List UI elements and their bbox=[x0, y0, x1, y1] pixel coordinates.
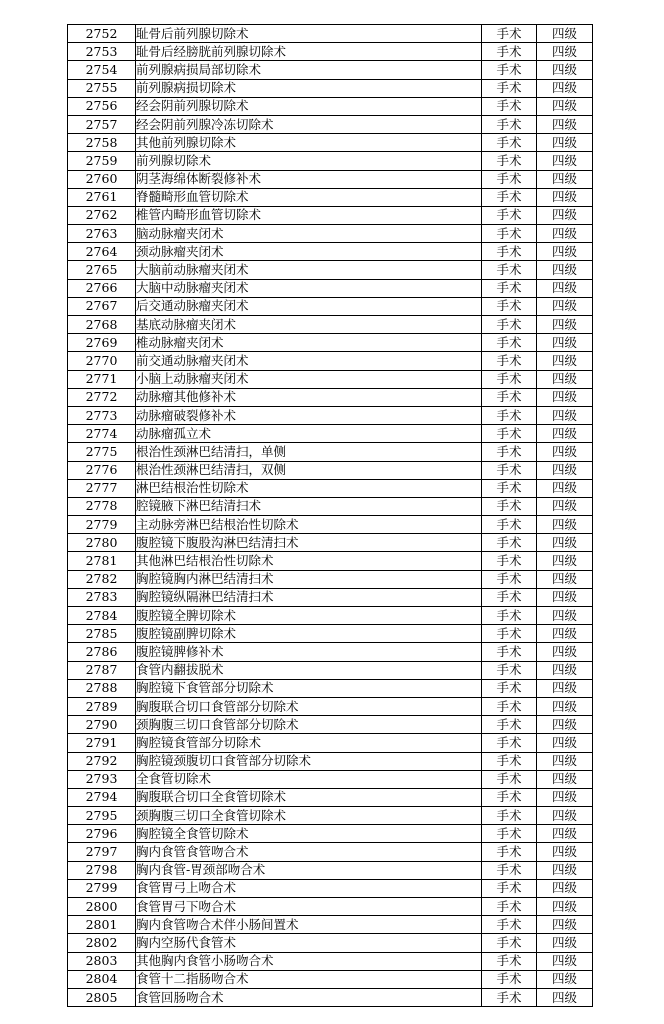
procedure-type-cell: 手术 bbox=[482, 952, 537, 970]
procedure-name-cell: 经会阴前列腺冷冻切除术 bbox=[136, 115, 482, 133]
procedure-type-cell: 手术 bbox=[482, 352, 537, 370]
procedure-name-cell: 腹腔镜下腹股沟淋巴结清扫术 bbox=[136, 534, 482, 552]
row-number-cell: 2798 bbox=[68, 861, 136, 879]
procedure-name-cell: 经会阴前列腺切除术 bbox=[136, 97, 482, 115]
procedure-name-cell: 其他前列腺切除术 bbox=[136, 134, 482, 152]
procedure-type-cell: 手术 bbox=[482, 388, 537, 406]
table-row bbox=[68, 825, 593, 843]
row-number-cell: 2805 bbox=[68, 988, 136, 1006]
row-number-cell: 2795 bbox=[68, 807, 136, 825]
procedure-level-cell: 四级 bbox=[537, 825, 593, 843]
procedure-name-cell: 全食管切除术 bbox=[136, 770, 482, 788]
procedure-level-cell: 四级 bbox=[537, 170, 593, 188]
table-row bbox=[68, 479, 593, 497]
table-row bbox=[68, 425, 593, 443]
procedure-name-cell: 淋巴结根治性切除术 bbox=[136, 479, 482, 497]
procedure-name-cell: 前列腺病损切除术 bbox=[136, 79, 482, 97]
procedure-level-cell: 四级 bbox=[537, 643, 593, 661]
procedure-type-cell: 手术 bbox=[482, 170, 537, 188]
procedure-type-cell: 手术 bbox=[482, 243, 537, 261]
procedure-name-cell: 根治性颈淋巴结清扫，单侧 bbox=[136, 443, 482, 461]
table-row bbox=[68, 716, 593, 734]
table-row bbox=[68, 534, 593, 552]
procedure-name-cell: 脑动脉瘤夹闭术 bbox=[136, 225, 482, 243]
procedure-name-cell: 食管内翻拔脱术 bbox=[136, 661, 482, 679]
procedure-level-cell: 四级 bbox=[537, 570, 593, 588]
procedure-name-cell: 其他胸内食管小肠吻合术 bbox=[136, 952, 482, 970]
row-number-cell: 2774 bbox=[68, 425, 136, 443]
procedure-level-cell: 四级 bbox=[537, 25, 593, 43]
row-number-cell: 2758 bbox=[68, 134, 136, 152]
procedure-name-cell: 动脉瘤孤立术 bbox=[136, 425, 482, 443]
procedure-type-cell: 手术 bbox=[482, 297, 537, 315]
procedure-level-cell: 四级 bbox=[537, 679, 593, 697]
row-number-cell: 2790 bbox=[68, 716, 136, 734]
table-row bbox=[68, 279, 593, 297]
table-row bbox=[68, 316, 593, 334]
procedure-level-cell: 四级 bbox=[537, 79, 593, 97]
table-row bbox=[68, 170, 593, 188]
row-number-cell: 2766 bbox=[68, 279, 136, 297]
table-row bbox=[68, 552, 593, 570]
row-number-cell: 2797 bbox=[68, 843, 136, 861]
procedure-type-cell: 手术 bbox=[482, 97, 537, 115]
row-number-cell: 2757 bbox=[68, 115, 136, 133]
row-number-cell: 2756 bbox=[68, 97, 136, 115]
table-row bbox=[68, 25, 593, 43]
table-row bbox=[68, 352, 593, 370]
row-number-cell: 2777 bbox=[68, 479, 136, 497]
procedure-name-cell: 食管十二指肠吻合术 bbox=[136, 970, 482, 988]
procedure-type-cell: 手术 bbox=[482, 188, 537, 206]
procedure-level-cell: 四级 bbox=[537, 334, 593, 352]
procedure-level-cell: 四级 bbox=[537, 206, 593, 224]
procedure-type-cell: 手术 bbox=[482, 206, 537, 224]
row-number-cell: 2800 bbox=[68, 898, 136, 916]
procedure-type-cell: 手术 bbox=[482, 825, 537, 843]
procedure-name-cell: 小脑上动脉瘤夹闭术 bbox=[136, 370, 482, 388]
procedure-type-cell: 手术 bbox=[482, 752, 537, 770]
row-number-cell: 2764 bbox=[68, 243, 136, 261]
procedure-name-cell: 前交通动脉瘤夹闭术 bbox=[136, 352, 482, 370]
table-row bbox=[68, 625, 593, 643]
row-number-cell: 2759 bbox=[68, 152, 136, 170]
table-row bbox=[68, 188, 593, 206]
row-number-cell: 2761 bbox=[68, 188, 136, 206]
row-number-cell: 2782 bbox=[68, 570, 136, 588]
procedure-level-cell: 四级 bbox=[537, 879, 593, 897]
row-number-cell: 2768 bbox=[68, 316, 136, 334]
table-row bbox=[68, 788, 593, 806]
procedure-level-cell: 四级 bbox=[537, 788, 593, 806]
procedure-level-cell: 四级 bbox=[537, 734, 593, 752]
row-number-cell: 2789 bbox=[68, 697, 136, 715]
table-row bbox=[68, 152, 593, 170]
table-row bbox=[68, 588, 593, 606]
table-row bbox=[68, 970, 593, 988]
row-number-cell: 2773 bbox=[68, 406, 136, 424]
procedure-type-cell: 手术 bbox=[482, 970, 537, 988]
row-number-cell: 2772 bbox=[68, 388, 136, 406]
procedure-name-cell: 腹腔镜副脾切除术 bbox=[136, 625, 482, 643]
table-row bbox=[68, 734, 593, 752]
procedure-level-cell: 四级 bbox=[537, 770, 593, 788]
row-number-cell: 2785 bbox=[68, 625, 136, 643]
procedure-type-cell: 手术 bbox=[482, 516, 537, 534]
procedure-level-cell: 四级 bbox=[537, 661, 593, 679]
table-row bbox=[68, 243, 593, 261]
procedure-level-cell: 四级 bbox=[537, 388, 593, 406]
row-number-cell: 2793 bbox=[68, 770, 136, 788]
procedure-type-cell: 手术 bbox=[482, 788, 537, 806]
procedure-name-cell: 大脑前动脉瘤夹闭术 bbox=[136, 261, 482, 279]
procedure-type-cell: 手术 bbox=[482, 716, 537, 734]
row-number-cell: 2781 bbox=[68, 552, 136, 570]
row-number-cell: 2762 bbox=[68, 206, 136, 224]
procedure-type-cell: 手术 bbox=[482, 697, 537, 715]
procedure-type-cell: 手术 bbox=[482, 261, 537, 279]
procedure-level-cell: 四级 bbox=[537, 134, 593, 152]
procedure-level-cell: 四级 bbox=[537, 479, 593, 497]
procedure-type-cell: 手术 bbox=[482, 679, 537, 697]
procedure-level-cell: 四级 bbox=[537, 861, 593, 879]
row-number-cell: 2783 bbox=[68, 588, 136, 606]
procedure-type-cell: 手术 bbox=[482, 152, 537, 170]
procedure-type-cell: 手术 bbox=[482, 534, 537, 552]
procedure-name-cell: 阴茎海绵体断裂修补术 bbox=[136, 170, 482, 188]
procedure-type-cell: 手术 bbox=[482, 770, 537, 788]
row-number-cell: 2770 bbox=[68, 352, 136, 370]
procedure-level-cell: 四级 bbox=[537, 843, 593, 861]
procedure-level-cell: 四级 bbox=[537, 916, 593, 934]
procedure-level-cell: 四级 bbox=[537, 406, 593, 424]
procedure-type-cell: 手术 bbox=[482, 734, 537, 752]
row-number-cell: 2799 bbox=[68, 879, 136, 897]
procedure-type-cell: 手术 bbox=[482, 807, 537, 825]
row-number-cell: 2787 bbox=[68, 661, 136, 679]
row-number-cell: 2788 bbox=[68, 679, 136, 697]
procedure-level-cell: 四级 bbox=[537, 316, 593, 334]
procedure-type-cell: 手术 bbox=[482, 552, 537, 570]
row-number-cell: 2769 bbox=[68, 334, 136, 352]
procedure-name-cell: 胸内食管食管吻合术 bbox=[136, 843, 482, 861]
procedure-name-cell: 耻骨后前列腺切除术 bbox=[136, 25, 482, 43]
row-number-cell: 2796 bbox=[68, 825, 136, 843]
procedure-level-cell: 四级 bbox=[537, 697, 593, 715]
table-row bbox=[68, 697, 593, 715]
table-row bbox=[68, 61, 593, 79]
procedure-name-cell: 腔镜腋下淋巴结清扫术 bbox=[136, 497, 482, 515]
table-row bbox=[68, 43, 593, 61]
table-row bbox=[68, 879, 593, 897]
row-number-cell: 2786 bbox=[68, 643, 136, 661]
row-number-cell: 2779 bbox=[68, 516, 136, 534]
procedure-name-cell: 动脉瘤破裂修补术 bbox=[136, 406, 482, 424]
procedure-type-cell: 手术 bbox=[482, 134, 537, 152]
procedure-name-cell: 颈胸腹三切口食管部分切除术 bbox=[136, 716, 482, 734]
procedure-name-cell: 胸腔镜颈腹切口食管部分切除术 bbox=[136, 752, 482, 770]
procedure-type-cell: 手术 bbox=[482, 861, 537, 879]
procedure-type-cell: 手术 bbox=[482, 425, 537, 443]
procedure-type-cell: 手术 bbox=[482, 497, 537, 515]
row-number-cell: 2753 bbox=[68, 43, 136, 61]
procedure-table bbox=[67, 24, 593, 1007]
procedure-level-cell: 四级 bbox=[537, 952, 593, 970]
procedure-type-cell: 手术 bbox=[482, 661, 537, 679]
table-row bbox=[68, 225, 593, 243]
row-number-cell: 2778 bbox=[68, 497, 136, 515]
procedure-type-cell: 手术 bbox=[482, 43, 537, 61]
procedure-level-cell: 四级 bbox=[537, 352, 593, 370]
procedure-name-cell: 颈动脉瘤夹闭术 bbox=[136, 243, 482, 261]
table-row bbox=[68, 206, 593, 224]
table-row bbox=[68, 570, 593, 588]
procedure-level-cell: 四级 bbox=[537, 970, 593, 988]
row-number-cell: 2752 bbox=[68, 25, 136, 43]
procedure-name-cell: 胸腹联合切口食管部分切除术 bbox=[136, 697, 482, 715]
table-row bbox=[68, 370, 593, 388]
procedure-name-cell: 脊髓畸形血管切除术 bbox=[136, 188, 482, 206]
procedure-level-cell: 四级 bbox=[537, 716, 593, 734]
table-row bbox=[68, 297, 593, 315]
table-row bbox=[68, 898, 593, 916]
row-number-cell: 2791 bbox=[68, 734, 136, 752]
procedure-level-cell: 四级 bbox=[537, 188, 593, 206]
procedure-table-body bbox=[68, 25, 593, 1007]
table-row bbox=[68, 261, 593, 279]
procedure-name-cell: 食管胃弓上吻合术 bbox=[136, 879, 482, 897]
procedure-level-cell: 四级 bbox=[537, 225, 593, 243]
procedure-name-cell: 胸内食管-胃颈部吻合术 bbox=[136, 861, 482, 879]
table-row bbox=[68, 443, 593, 461]
procedure-level-cell: 四级 bbox=[537, 497, 593, 515]
procedure-name-cell: 腹腔镜脾修补术 bbox=[136, 643, 482, 661]
table-row bbox=[68, 916, 593, 934]
procedure-name-cell: 基底动脉瘤夹闭术 bbox=[136, 316, 482, 334]
procedure-type-cell: 手术 bbox=[482, 61, 537, 79]
table-row bbox=[68, 97, 593, 115]
procedure-name-cell: 腹腔镜全脾切除术 bbox=[136, 607, 482, 625]
table-row bbox=[68, 843, 593, 861]
table-row bbox=[68, 115, 593, 133]
procedure-type-cell: 手术 bbox=[482, 406, 537, 424]
procedure-type-cell: 手术 bbox=[482, 588, 537, 606]
procedure-name-cell: 大脑中动脉瘤夹闭术 bbox=[136, 279, 482, 297]
procedure-type-cell: 手术 bbox=[482, 334, 537, 352]
row-number-cell: 2775 bbox=[68, 443, 136, 461]
row-number-cell: 2767 bbox=[68, 297, 136, 315]
table-row bbox=[68, 861, 593, 879]
table-row bbox=[68, 934, 593, 952]
procedure-type-cell: 手术 bbox=[482, 570, 537, 588]
table-row bbox=[68, 952, 593, 970]
procedure-type-cell: 手术 bbox=[482, 443, 537, 461]
procedure-type-cell: 手术 bbox=[482, 370, 537, 388]
table-row bbox=[68, 988, 593, 1006]
procedure-name-cell: 动脉瘤其他修补术 bbox=[136, 388, 482, 406]
procedure-type-cell: 手术 bbox=[482, 916, 537, 934]
procedure-level-cell: 四级 bbox=[537, 552, 593, 570]
procedure-type-cell: 手术 bbox=[482, 79, 537, 97]
procedure-name-cell: 椎管内畸形血管切除术 bbox=[136, 206, 482, 224]
procedure-level-cell: 四级 bbox=[537, 425, 593, 443]
procedure-type-cell: 手术 bbox=[482, 25, 537, 43]
row-number-cell: 2755 bbox=[68, 79, 136, 97]
table-row bbox=[68, 807, 593, 825]
row-number-cell: 2771 bbox=[68, 370, 136, 388]
row-number-cell: 2801 bbox=[68, 916, 136, 934]
procedure-level-cell: 四级 bbox=[537, 898, 593, 916]
procedure-name-cell: 胸腔镜纵隔淋巴结清扫术 bbox=[136, 588, 482, 606]
row-number-cell: 2792 bbox=[68, 752, 136, 770]
row-number-cell: 2754 bbox=[68, 61, 136, 79]
procedure-name-cell: 颈胸腹三切口全食管切除术 bbox=[136, 807, 482, 825]
procedure-level-cell: 四级 bbox=[537, 461, 593, 479]
procedure-level-cell: 四级 bbox=[537, 516, 593, 534]
procedure-name-cell: 椎动脉瘤夹闭术 bbox=[136, 334, 482, 352]
procedure-name-cell: 胸腔镜全食管切除术 bbox=[136, 825, 482, 843]
procedure-type-cell: 手术 bbox=[482, 316, 537, 334]
procedure-level-cell: 四级 bbox=[537, 243, 593, 261]
procedure-level-cell: 四级 bbox=[537, 443, 593, 461]
row-number-cell: 2780 bbox=[68, 534, 136, 552]
row-number-cell: 2784 bbox=[68, 607, 136, 625]
row-number-cell: 2804 bbox=[68, 970, 136, 988]
procedure-level-cell: 四级 bbox=[537, 152, 593, 170]
procedure-type-cell: 手术 bbox=[482, 115, 537, 133]
table-row bbox=[68, 134, 593, 152]
procedure-level-cell: 四级 bbox=[537, 588, 593, 606]
procedure-name-cell: 其他淋巴结根治性切除术 bbox=[136, 552, 482, 570]
row-number-cell: 2803 bbox=[68, 952, 136, 970]
table-row bbox=[68, 497, 593, 515]
table-row bbox=[68, 334, 593, 352]
row-number-cell: 2765 bbox=[68, 261, 136, 279]
procedure-level-cell: 四级 bbox=[537, 261, 593, 279]
table-row bbox=[68, 516, 593, 534]
row-number-cell: 2802 bbox=[68, 934, 136, 952]
procedure-type-cell: 手术 bbox=[482, 898, 537, 916]
procedure-type-cell: 手术 bbox=[482, 607, 537, 625]
procedure-name-cell: 前列腺切除术 bbox=[136, 152, 482, 170]
procedure-type-cell: 手术 bbox=[482, 625, 537, 643]
table-row bbox=[68, 752, 593, 770]
procedure-name-cell: 前列腺病损局部切除术 bbox=[136, 61, 482, 79]
procedure-type-cell: 手术 bbox=[482, 934, 537, 952]
table-row bbox=[68, 679, 593, 697]
procedure-level-cell: 四级 bbox=[537, 43, 593, 61]
procedure-name-cell: 胸腔镜胸内淋巴结清扫术 bbox=[136, 570, 482, 588]
procedure-type-cell: 手术 bbox=[482, 879, 537, 897]
procedure-level-cell: 四级 bbox=[537, 534, 593, 552]
procedure-name-cell: 后交通动脉瘤夹闭术 bbox=[136, 297, 482, 315]
row-number-cell: 2760 bbox=[68, 170, 136, 188]
procedure-type-cell: 手术 bbox=[482, 643, 537, 661]
procedure-level-cell: 四级 bbox=[537, 297, 593, 315]
procedure-level-cell: 四级 bbox=[537, 752, 593, 770]
procedure-level-cell: 四级 bbox=[537, 625, 593, 643]
procedure-name-cell: 胸腔镜下食管部分切除术 bbox=[136, 679, 482, 697]
procedure-level-cell: 四级 bbox=[537, 115, 593, 133]
table-row bbox=[68, 770, 593, 788]
procedure-name-cell: 耻骨后经膀胱前列腺切除术 bbox=[136, 43, 482, 61]
table-row bbox=[68, 406, 593, 424]
procedure-level-cell: 四级 bbox=[537, 279, 593, 297]
procedure-name-cell: 胸腔镜食管部分切除术 bbox=[136, 734, 482, 752]
procedure-name-cell: 根治性颈淋巴结清扫，双侧 bbox=[136, 461, 482, 479]
row-number-cell: 2776 bbox=[68, 461, 136, 479]
procedure-type-cell: 手术 bbox=[482, 461, 537, 479]
row-number-cell: 2763 bbox=[68, 225, 136, 243]
procedure-type-cell: 手术 bbox=[482, 988, 537, 1006]
procedure-level-cell: 四级 bbox=[537, 607, 593, 625]
procedure-level-cell: 四级 bbox=[537, 934, 593, 952]
table-row bbox=[68, 607, 593, 625]
table-row bbox=[68, 79, 593, 97]
procedure-level-cell: 四级 bbox=[537, 988, 593, 1006]
procedure-level-cell: 四级 bbox=[537, 370, 593, 388]
procedure-name-cell: 胸腹联合切口全食管切除术 bbox=[136, 788, 482, 806]
procedure-level-cell: 四级 bbox=[537, 61, 593, 79]
row-number-cell: 2794 bbox=[68, 788, 136, 806]
table-row bbox=[68, 388, 593, 406]
procedure-type-cell: 手术 bbox=[482, 843, 537, 861]
procedure-level-cell: 四级 bbox=[537, 807, 593, 825]
table-row bbox=[68, 461, 593, 479]
procedure-name-cell: 食管回肠吻合术 bbox=[136, 988, 482, 1006]
procedure-name-cell: 胸内食管吻合术伴小肠间置术 bbox=[136, 916, 482, 934]
procedure-name-cell: 主动脉旁淋巴结根治性切除术 bbox=[136, 516, 482, 534]
procedure-type-cell: 手术 bbox=[482, 279, 537, 297]
procedure-type-cell: 手术 bbox=[482, 225, 537, 243]
procedure-name-cell: 食管胃弓下吻合术 bbox=[136, 898, 482, 916]
table-row bbox=[68, 643, 593, 661]
procedure-name-cell: 胸内空肠代食管术 bbox=[136, 934, 482, 952]
procedure-level-cell: 四级 bbox=[537, 97, 593, 115]
procedure-type-cell: 手术 bbox=[482, 479, 537, 497]
table-row bbox=[68, 661, 593, 679]
